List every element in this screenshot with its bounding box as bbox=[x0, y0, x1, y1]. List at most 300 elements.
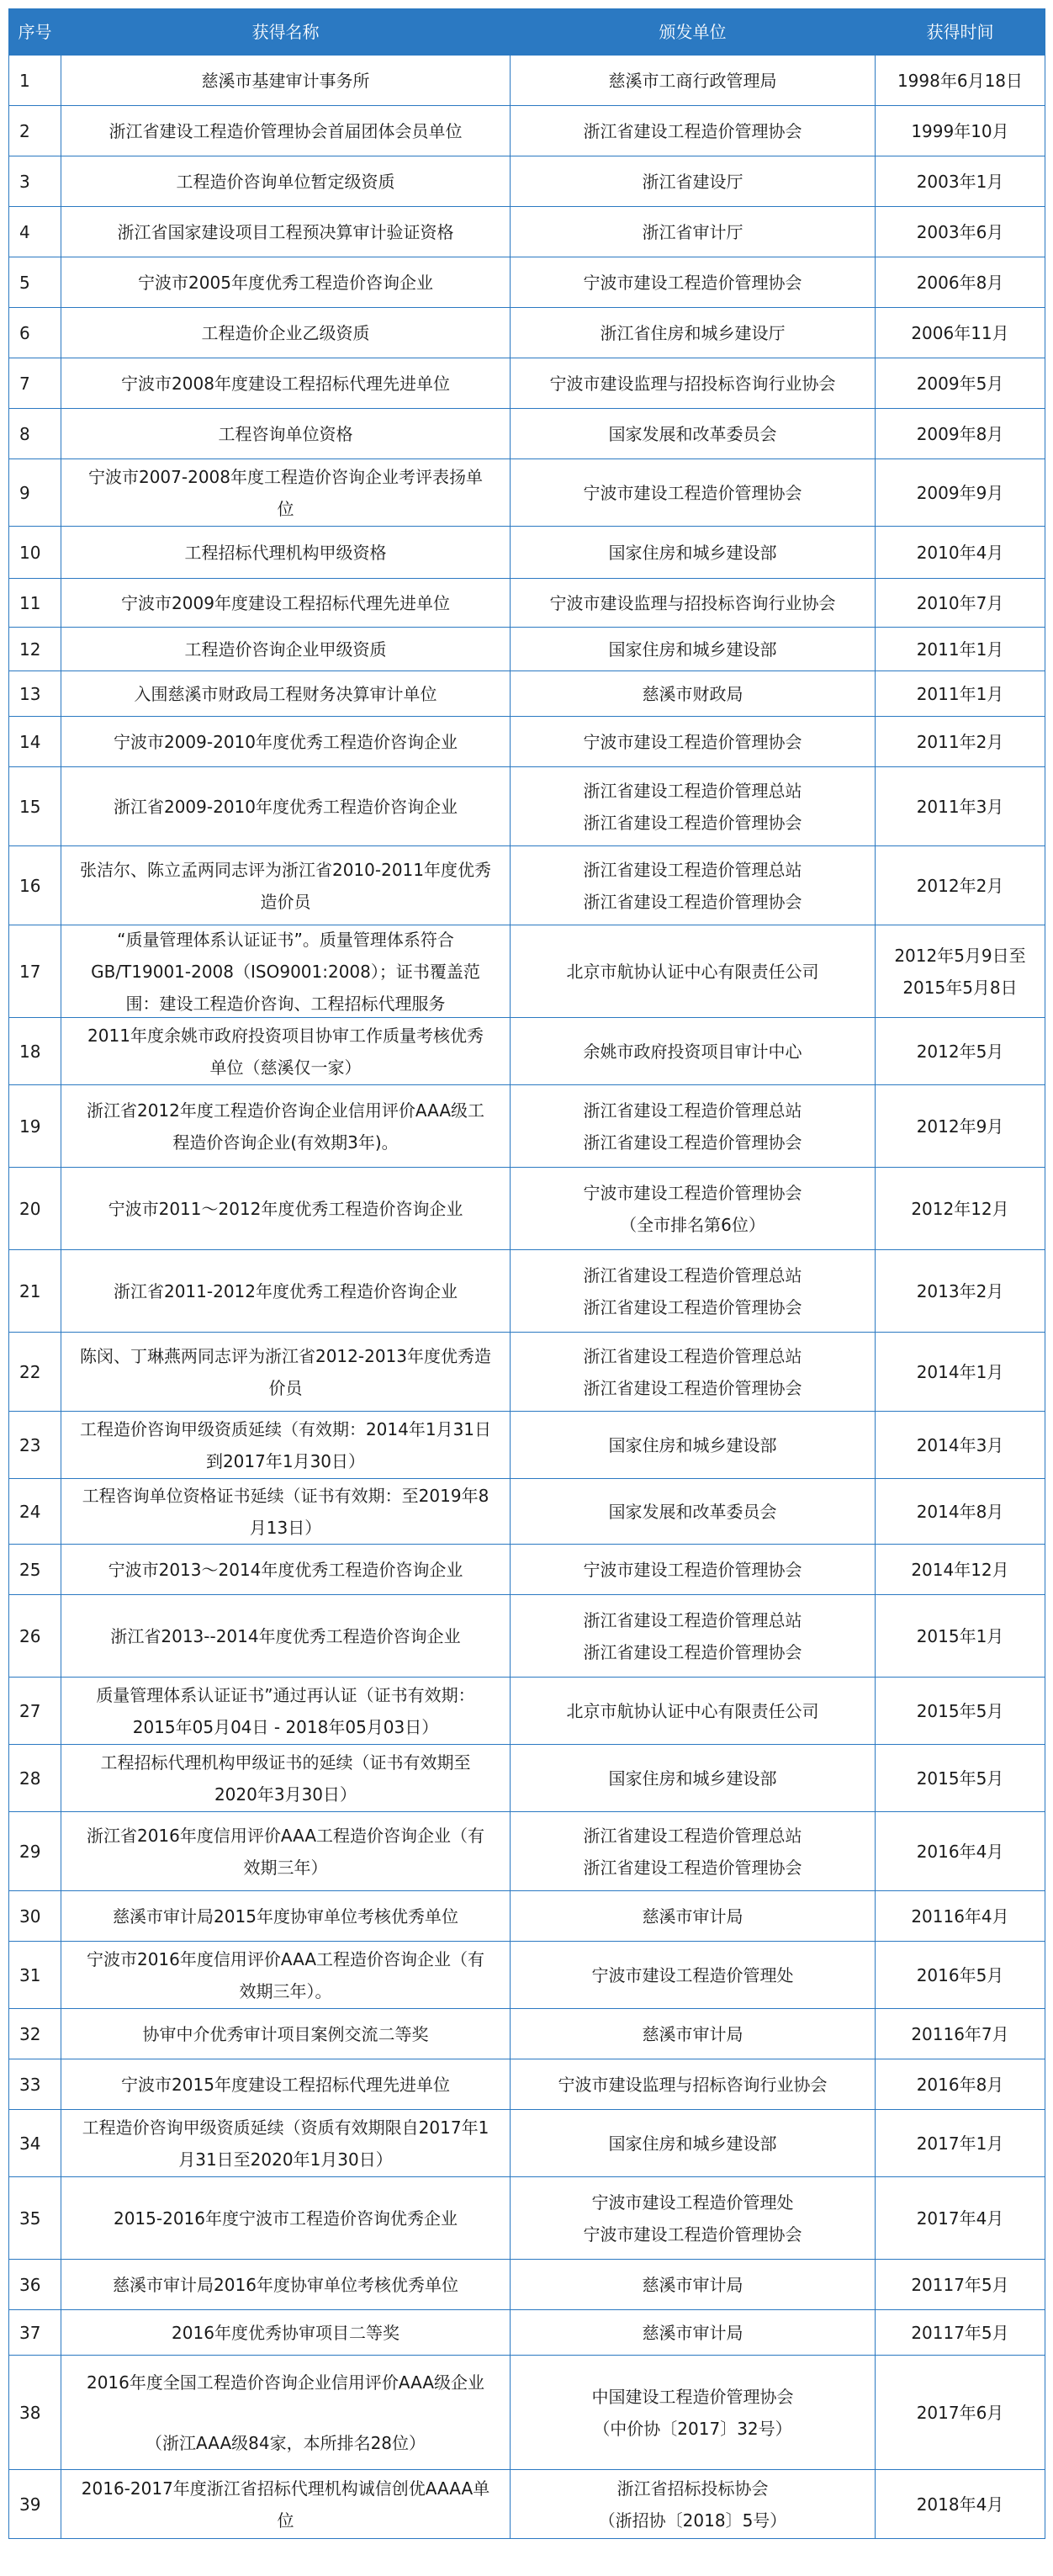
cell-issuer-line: 慈溪市工商行政管理局 bbox=[608, 70, 777, 91]
cell-date bbox=[876, 846, 1045, 925]
cell-num: 27 bbox=[9, 1678, 61, 1745]
cell-num: 14 bbox=[9, 717, 61, 767]
cell-issuer bbox=[511, 2260, 876, 2310]
cell-issuer-line: 慈溪市审计局 bbox=[642, 1905, 743, 1927]
cell-date bbox=[876, 1678, 1045, 1745]
cell-issuer-line: 浙江省建设工程造价管理总站 bbox=[583, 1609, 802, 1630]
cell-date-line: 2010年7月 bbox=[916, 592, 1004, 613]
cell-issuer bbox=[511, 2059, 876, 2110]
cell-date-line: 2006年11月 bbox=[911, 322, 1009, 343]
table-row bbox=[9, 767, 1045, 846]
cell-date-line: 2015年1月 bbox=[916, 1625, 1004, 1646]
table-row bbox=[9, 2110, 1045, 2177]
cell-name bbox=[61, 1678, 511, 1745]
cell-date bbox=[876, 925, 1045, 1018]
cell-name-line: 工程咨询单位资格 bbox=[218, 423, 353, 444]
cell-date bbox=[876, 1333, 1045, 1412]
cell-date bbox=[876, 1942, 1045, 2009]
cell-date bbox=[876, 2260, 1045, 2310]
cell-issuer-line: 宁波市建设工程造价管理协会 bbox=[583, 731, 802, 752]
table-row bbox=[9, 579, 1045, 628]
cell-date bbox=[876, 308, 1045, 358]
cell-date bbox=[876, 1812, 1045, 1891]
cell-issuer-line: 慈溪市财政局 bbox=[642, 683, 743, 704]
cell-issuer bbox=[511, 1168, 876, 1250]
cell-date-line: 2018年4月 bbox=[916, 2494, 1004, 2515]
cell-issuer-line: 浙江省审计厅 bbox=[642, 221, 743, 242]
cell-issuer-line: （全市排名第6位） bbox=[620, 1214, 765, 1235]
cell-date-line: 2015年5月8日 bbox=[902, 977, 1018, 998]
cell-name bbox=[61, 2059, 511, 2110]
cell-name bbox=[61, 846, 511, 925]
cell-date bbox=[876, 257, 1045, 308]
cell-num: 5 bbox=[9, 257, 61, 308]
table-row bbox=[9, 1085, 1045, 1168]
cell-date-line: 20117年5月 bbox=[911, 2322, 1009, 2343]
cell-name-line: 张洁尔、陈立孟两同志评为浙江省2010-2011年度优秀 bbox=[79, 859, 491, 880]
cell-date-line: 2015年5月 bbox=[916, 1700, 1004, 1721]
cell-issuer-line: 浙江省建设工程造价管理总站 bbox=[583, 780, 802, 801]
table-row bbox=[9, 2260, 1045, 2310]
cell-issuer-line: 余姚市政府投资项目审计中心 bbox=[583, 1041, 802, 1062]
cell-date bbox=[876, 409, 1045, 459]
cell-name bbox=[61, 1250, 511, 1333]
cell-issuer-line: 浙江省建设工程造价管理协会 bbox=[583, 120, 802, 141]
table-row bbox=[9, 1018, 1045, 1085]
cell-issuer-line: 浙江省建设工程造价管理总站 bbox=[583, 1264, 802, 1285]
table-row bbox=[9, 459, 1045, 527]
cell-num: 24 bbox=[9, 1479, 61, 1545]
cell-name-line: 工程造价咨询单位暂定级资质 bbox=[176, 171, 395, 192]
cell-issuer bbox=[511, 671, 876, 717]
cell-date-line: 2013年2月 bbox=[916, 1280, 1004, 1301]
cell-date-line: 2011年2月 bbox=[916, 731, 1004, 752]
cell-issuer-line: 国家住房和城乡建设部 bbox=[608, 2133, 777, 2154]
cell-name bbox=[61, 1942, 511, 2009]
cell-date bbox=[876, 1745, 1045, 1812]
cell-name bbox=[61, 579, 511, 628]
cell-name-line: 入围慈溪市财政局工程财务决算审计单位 bbox=[134, 683, 437, 704]
cell-name-line: 2016-2017年度浙江省招标代理机构诚信创优AAAA单 bbox=[81, 2478, 490, 2499]
cell-name bbox=[61, 2110, 511, 2177]
table-row bbox=[9, 2059, 1045, 2110]
cell-name bbox=[61, 207, 511, 257]
cell-num: 6 bbox=[9, 308, 61, 358]
cell-issuer-line: （中价协〔2017〕32号） bbox=[593, 2418, 792, 2439]
cell-name bbox=[61, 925, 511, 1018]
cell-num: 9 bbox=[9, 459, 61, 527]
cell-date bbox=[876, 579, 1045, 628]
table-row bbox=[9, 1595, 1045, 1678]
cell-issuer bbox=[511, 2110, 876, 2177]
cell-name-line: 造价员 bbox=[260, 891, 311, 912]
cell-issuer-line: 浙江省建设工程造价管理协会 bbox=[583, 812, 802, 833]
cell-num: 28 bbox=[9, 1745, 61, 1812]
cell-date bbox=[876, 1545, 1045, 1595]
cell-date-line: 2014年8月 bbox=[916, 1501, 1004, 1522]
cell-name-line: 宁波市2015年度建设工程招标代理先进单位 bbox=[121, 2074, 450, 2095]
cell-issuer-line: 宁波市建设工程造价管理协会 bbox=[583, 1559, 802, 1580]
cell-date-line: 2014年12月 bbox=[911, 1559, 1009, 1580]
cell-issuer-line: 浙江省建设厅 bbox=[642, 171, 743, 192]
cell-num: 4 bbox=[9, 207, 61, 257]
cell-name-line: 位 bbox=[277, 2510, 294, 2531]
cell-date bbox=[876, 628, 1045, 671]
cell-name-line: 慈溪市审计局2016年度协审单位考核优秀单位 bbox=[113, 2274, 458, 2295]
table-row bbox=[9, 2177, 1045, 2260]
cell-num: 7 bbox=[9, 358, 61, 409]
cell-date bbox=[876, 207, 1045, 257]
table-row bbox=[9, 358, 1045, 409]
cell-name-line: 工程造价咨询企业甲级资质 bbox=[184, 639, 387, 660]
cell-num: 36 bbox=[9, 2260, 61, 2310]
cell-date bbox=[876, 717, 1045, 767]
cell-name bbox=[61, 1595, 511, 1678]
cell-num: 13 bbox=[9, 671, 61, 717]
cell-issuer-line: 浙江省建设工程造价管理协会 bbox=[583, 1296, 802, 1317]
cell-name-line: 围：建设工程造价咨询、工程招标代理服务 bbox=[125, 993, 446, 1014]
table-row bbox=[9, 1812, 1045, 1891]
cell-name bbox=[61, 409, 511, 459]
cell-issuer bbox=[511, 1745, 876, 1812]
cell-name-line: 效期三年）。 bbox=[239, 1980, 332, 2001]
cell-issuer bbox=[511, 1479, 876, 1545]
table-row bbox=[9, 106, 1045, 156]
cell-issuer-line: 慈溪市审计局 bbox=[642, 2023, 743, 2044]
header-date: 获得时间 bbox=[876, 9, 1045, 56]
cell-issuer bbox=[511, 1333, 876, 1412]
cell-name-line: 浙江省2011-2012年度优秀工程造价咨询企业 bbox=[113, 1280, 458, 1301]
cell-date bbox=[876, 1595, 1045, 1678]
cell-date bbox=[876, 459, 1045, 527]
cell-name bbox=[61, 671, 511, 717]
table-row bbox=[9, 156, 1045, 207]
table-row bbox=[9, 1891, 1045, 1942]
cell-num: 20 bbox=[9, 1168, 61, 1250]
cell-name-line: “质量管理体系认证证书”。质量管理体系符合 bbox=[117, 929, 454, 950]
cell-issuer-line: 宁波市建设监理与招投标咨询行业协会 bbox=[549, 592, 836, 613]
cell-date-line: 1998年6月18日 bbox=[897, 70, 1024, 91]
cell-issuer bbox=[511, 2310, 876, 2356]
cell-name-line: （浙江AAA级84家，本所排名28位） bbox=[145, 2432, 426, 2453]
header-num: 序号 bbox=[9, 9, 61, 56]
cell-name-line: GB/T19001-2008（ISO9001:2008）；证书覆盖范 bbox=[91, 961, 480, 982]
cell-issuer-line: 浙江省建设工程造价管理总站 bbox=[583, 1345, 802, 1366]
header-issuer: 颁发单位 bbox=[511, 9, 876, 56]
cell-date-line: 2012年5月 bbox=[916, 1041, 1004, 1062]
cell-issuer-line: 浙江省建设工程造价管理总站 bbox=[583, 1825, 802, 1846]
cell-num: 34 bbox=[9, 2110, 61, 2177]
table-row bbox=[9, 925, 1045, 1018]
cell-name bbox=[61, 1018, 511, 1085]
cell-issuer-line: 宁波市建设工程造价管理协会 bbox=[583, 1182, 802, 1203]
cell-date bbox=[876, 1018, 1045, 1085]
cell-name-line: 浙江省国家建设项目工程预决算审计验证资格 bbox=[117, 221, 454, 242]
cell-issuer-line: 浙江省招标投标协会 bbox=[616, 2478, 769, 2499]
cell-name-line: 价员 bbox=[268, 1377, 303, 1398]
cell-date bbox=[876, 671, 1045, 717]
cell-issuer-line: 浙江省建设工程造价管理协会 bbox=[583, 1132, 802, 1153]
cell-name-line: 宁波市2007-2008年度工程造价咨询企业考评表扬单 bbox=[87, 466, 483, 487]
table-body bbox=[9, 56, 1045, 2539]
cell-name-line: 宁波市2011～2012年度优秀工程造价咨询企业 bbox=[108, 1198, 463, 1219]
cell-name bbox=[61, 2177, 511, 2260]
cell-date-line: 1999年10月 bbox=[911, 120, 1009, 141]
table-row bbox=[9, 308, 1045, 358]
cell-issuer bbox=[511, 527, 876, 579]
cell-issuer bbox=[511, 156, 876, 207]
cell-date-line: 2009年5月 bbox=[916, 373, 1004, 394]
cell-issuer bbox=[511, 1412, 876, 1479]
cell-issuer bbox=[511, 628, 876, 671]
cell-num: 33 bbox=[9, 2059, 61, 2110]
cell-issuer bbox=[511, 767, 876, 846]
cell-date-line: 20117年5月 bbox=[911, 2274, 1009, 2295]
cell-num: 25 bbox=[9, 1545, 61, 1595]
table-row bbox=[9, 2356, 1045, 2470]
cell-name-line: 月13日） bbox=[249, 1517, 322, 1538]
header-name: 获得名称 bbox=[61, 9, 511, 56]
cell-name bbox=[61, 56, 511, 106]
cell-date bbox=[876, 106, 1045, 156]
cell-name-line: 效期三年） bbox=[243, 1857, 328, 1878]
cell-name-line: 浙江省2016年度信用评价AAA工程造价咨询企业（有 bbox=[86, 1825, 485, 1846]
table-row bbox=[9, 527, 1045, 579]
table-row bbox=[9, 1250, 1045, 1333]
cell-date-line: 2015年5月 bbox=[916, 1768, 1004, 1789]
cell-date-line: 2012年5月9日至 bbox=[894, 945, 1026, 966]
cell-date-line: 20116年4月 bbox=[911, 1905, 1009, 1927]
cell-issuer-line: 宁波市建设监理与招标咨询行业协会 bbox=[558, 2074, 828, 2095]
cell-issuer-line: （浙招协〔2018〕5号） bbox=[598, 2510, 787, 2531]
cell-date-line: 2016年4月 bbox=[916, 1841, 1004, 1862]
cell-date-line: 2017年1月 bbox=[916, 2133, 1004, 2154]
cell-name bbox=[61, 156, 511, 207]
cell-issuer bbox=[511, 207, 876, 257]
cell-num: 1 bbox=[9, 56, 61, 106]
cell-num: 18 bbox=[9, 1018, 61, 1085]
cell-name bbox=[61, 628, 511, 671]
cell-issuer bbox=[511, 1891, 876, 1942]
cell-name-line: 程造价咨询企业(有效期3年)。 bbox=[172, 1132, 399, 1153]
cell-name-line: 2020年3月30日） bbox=[214, 1784, 357, 1805]
cell-name-line: 2016年度全国工程造价咨询企业信用评价AAA级企业 bbox=[86, 2372, 485, 2393]
cell-issuer bbox=[511, 2177, 876, 2260]
cell-issuer bbox=[511, 579, 876, 628]
cell-date-line: 2012年2月 bbox=[916, 875, 1004, 896]
cell-name-line: 单位（慈溪仅一家） bbox=[209, 1057, 362, 1078]
cell-name bbox=[61, 459, 511, 527]
cell-name-line: 工程招标代理机构甲级资格 bbox=[184, 542, 387, 563]
cell-num: 15 bbox=[9, 767, 61, 846]
cell-name-line: 2011年度余姚市政府投资项目协审工作质量考核优秀 bbox=[87, 1025, 484, 1046]
cell-date-line: 2012年12月 bbox=[911, 1198, 1009, 1219]
cell-issuer bbox=[511, 1085, 876, 1168]
table-row bbox=[9, 2310, 1045, 2356]
cell-name-line: 工程造价咨询甲级资质延续（资质有效期限自2017年1 bbox=[82, 2117, 489, 2138]
cell-date-line: 2011年3月 bbox=[916, 796, 1004, 817]
cell-num: 22 bbox=[9, 1333, 61, 1412]
cell-date-line: 2006年8月 bbox=[916, 272, 1004, 293]
cell-name-line: 到2017年1月30日） bbox=[205, 1450, 366, 1471]
cell-num: 32 bbox=[9, 2009, 61, 2059]
table-row bbox=[9, 1412, 1045, 1479]
cell-date bbox=[876, 767, 1045, 846]
cell-issuer bbox=[511, 717, 876, 767]
cell-name bbox=[61, 257, 511, 308]
cell-num: 17 bbox=[9, 925, 61, 1018]
cell-name bbox=[61, 1545, 511, 1595]
cell-name-line: 宁波市2008年度建设工程招标代理先进单位 bbox=[121, 373, 450, 394]
cell-date bbox=[876, 2177, 1045, 2260]
table-row bbox=[9, 257, 1045, 308]
cell-issuer-line: 宁波市建设工程造价管理协会 bbox=[583, 2224, 802, 2245]
table-row bbox=[9, 1479, 1045, 1545]
cell-issuer-line: 浙江省建设工程造价管理协会 bbox=[583, 891, 802, 912]
cell-name-line: 工程招标代理机构甲级证书的延续（证书有效期至 bbox=[100, 1752, 471, 1773]
cell-issuer-line: 宁波市建设工程造价管理处 bbox=[591, 1964, 794, 1985]
cell-issuer bbox=[511, 2009, 876, 2059]
cell-date-line: 20116年7月 bbox=[911, 2023, 1009, 2044]
cell-issuer-line: 中国建设工程造价管理协会 bbox=[591, 2386, 794, 2407]
cell-num: 12 bbox=[9, 628, 61, 671]
cell-issuer-line: 浙江省建设工程造价管理协会 bbox=[583, 1641, 802, 1662]
cell-date bbox=[876, 1479, 1045, 1545]
cell-issuer-line: 国家住房和城乡建设部 bbox=[608, 1434, 777, 1455]
cell-name-line: 工程咨询单位资格证书延续（证书有效期：至2019年8 bbox=[82, 1485, 489, 1506]
table-row bbox=[9, 207, 1045, 257]
cell-issuer bbox=[511, 1595, 876, 1678]
table-row bbox=[9, 1745, 1045, 1812]
cell-date-line: 2003年1月 bbox=[916, 171, 1004, 192]
cell-issuer bbox=[511, 1812, 876, 1891]
header-row bbox=[9, 9, 1045, 56]
cell-issuer-line: 浙江省住房和城乡建设厅 bbox=[600, 322, 786, 343]
cell-num: 11 bbox=[9, 579, 61, 628]
cell-date-line: 2011年1月 bbox=[916, 639, 1004, 660]
cell-num: 8 bbox=[9, 409, 61, 459]
cell-name-line: 浙江省2012年度工程造价咨询企业信用评价AAA级工 bbox=[86, 1100, 485, 1121]
cell-name-line: 慈溪市审计局2015年度协审单位考核优秀单位 bbox=[113, 1905, 458, 1927]
cell-name bbox=[61, 1168, 511, 1250]
table-header bbox=[9, 9, 1045, 56]
cell-date-line: 2010年4月 bbox=[916, 542, 1004, 563]
cell-date-line: 2014年1月 bbox=[916, 1361, 1004, 1382]
cell-issuer bbox=[511, 56, 876, 106]
cell-issuer-line: 浙江省建设工程造价管理总站 bbox=[583, 859, 802, 880]
cell-issuer-line: 浙江省建设工程造价管理总站 bbox=[583, 1100, 802, 1121]
cell-issuer bbox=[511, 308, 876, 358]
cell-date bbox=[876, 1168, 1045, 1250]
cell-issuer-line: 慈溪市审计局 bbox=[642, 2274, 743, 2295]
cell-issuer-line: 宁波市建设工程造价管理处 bbox=[591, 2192, 794, 2213]
cell-date bbox=[876, 1412, 1045, 1479]
cell-issuer-line: 宁波市建设工程造价管理协会 bbox=[583, 272, 802, 293]
cell-date bbox=[876, 1250, 1045, 1333]
cell-issuer bbox=[511, 1018, 876, 1085]
cell-date-line: 2009年8月 bbox=[916, 423, 1004, 444]
cell-name-line: 工程造价咨询甲级资质延续（有效期：2014年1月31日 bbox=[79, 1418, 492, 1439]
cell-name-line: 宁波市2009-2010年度优秀工程造价咨询企业 bbox=[113, 731, 458, 752]
cell-issuer bbox=[511, 459, 876, 527]
cell-issuer bbox=[511, 1545, 876, 1595]
cell-name-line: 宁波市2005年度优秀工程造价咨询企业 bbox=[138, 272, 433, 293]
cell-issuer bbox=[511, 846, 876, 925]
cell-name-line: 协审中介优秀审计项目案例交流二等奖 bbox=[142, 2023, 429, 2044]
cell-name-line: 浙江省2009-2010年度优秀工程造价咨询企业 bbox=[113, 796, 458, 817]
cell-date bbox=[876, 2356, 1045, 2470]
cell-num: 26 bbox=[9, 1595, 61, 1678]
cell-num: 31 bbox=[9, 1942, 61, 2009]
table-row bbox=[9, 1333, 1045, 1412]
cell-issuer bbox=[511, 409, 876, 459]
cell-date bbox=[876, 156, 1045, 207]
cell-name-line: 宁波市2016年度信用评价AAA工程造价咨询企业（有 bbox=[86, 1948, 485, 1969]
cell-issuer-line: 国家住房和城乡建设部 bbox=[608, 542, 777, 563]
cell-name bbox=[61, 2356, 511, 2470]
cell-name-line: 工程造价企业乙级资质 bbox=[201, 322, 370, 343]
cell-num: 37 bbox=[9, 2310, 61, 2356]
table-row bbox=[9, 1678, 1045, 1745]
cell-name bbox=[61, 2260, 511, 2310]
cell-name bbox=[61, 106, 511, 156]
cell-issuer-line: 国家发展和改革委员会 bbox=[608, 423, 777, 444]
cell-num: 21 bbox=[9, 1250, 61, 1333]
cell-date bbox=[876, 56, 1045, 106]
cell-date-line: 2016年5月 bbox=[916, 1964, 1004, 1985]
cell-name-line: 位 bbox=[277, 498, 294, 519]
cell-name bbox=[61, 1812, 511, 1891]
cell-issuer-line: 国家住房和城乡建设部 bbox=[608, 639, 777, 660]
cell-name-line: 慈溪市基建审计事务所 bbox=[201, 70, 370, 91]
cell-issuer bbox=[511, 358, 876, 409]
cell-date-line: 2012年9月 bbox=[916, 1116, 1004, 1137]
cell-name-line: 宁波市2009年度建设工程招标代理先进单位 bbox=[121, 592, 450, 613]
cell-date bbox=[876, 2470, 1045, 2539]
cell-date bbox=[876, 527, 1045, 579]
cell-name-line: 浙江省2013--2014年度优秀工程造价咨询企业 bbox=[110, 1625, 461, 1646]
cell-issuer bbox=[511, 1250, 876, 1333]
cell-name-line: 2015年05月04日 - 2018年05月03日） bbox=[132, 1716, 439, 1737]
cell-issuer-line: 国家住房和城乡建设部 bbox=[608, 1768, 777, 1789]
cell-num: 23 bbox=[9, 1412, 61, 1479]
table-row bbox=[9, 1942, 1045, 2009]
cell-issuer-line: 浙江省建设工程造价管理协会 bbox=[583, 1377, 802, 1398]
cell-name bbox=[61, 308, 511, 358]
cell-num: 2 bbox=[9, 106, 61, 156]
cell-num: 10 bbox=[9, 527, 61, 579]
cell-name bbox=[61, 717, 511, 767]
cell-name bbox=[61, 1745, 511, 1812]
cell-issuer bbox=[511, 106, 876, 156]
cell-num: 19 bbox=[9, 1085, 61, 1168]
table-row bbox=[9, 846, 1045, 925]
cell-date bbox=[876, 1891, 1045, 1942]
cell-date-line: 2017年4月 bbox=[916, 2208, 1004, 2229]
cell-issuer-line: 国家发展和改革委员会 bbox=[608, 1501, 777, 1522]
cell-date bbox=[876, 2059, 1045, 2110]
table-row bbox=[9, 1545, 1045, 1595]
cell-issuer bbox=[511, 257, 876, 308]
cell-name bbox=[61, 2009, 511, 2059]
cell-date bbox=[876, 2110, 1045, 2177]
cell-date-line: 2003年6月 bbox=[916, 221, 1004, 242]
cell-name-line: 月31日至2020年1月30日） bbox=[178, 2149, 393, 2170]
cell-name-line: 2016年度优秀协审项目二等奖 bbox=[172, 2322, 400, 2343]
cell-name bbox=[61, 358, 511, 409]
cell-name bbox=[61, 1412, 511, 1479]
cell-name bbox=[61, 527, 511, 579]
